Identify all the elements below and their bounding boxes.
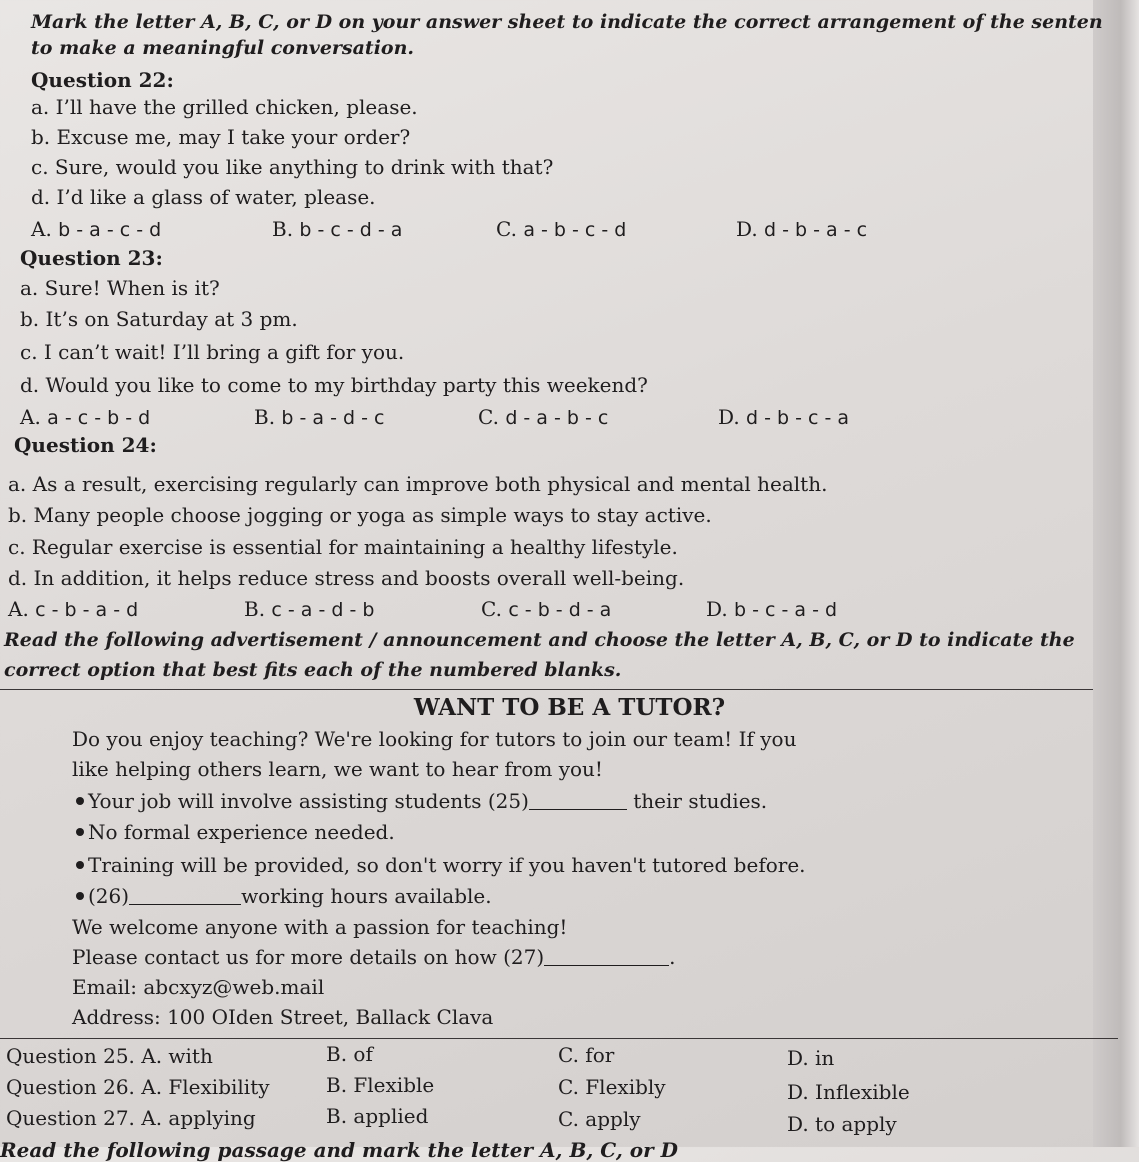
contact-text-post: .	[669, 945, 676, 969]
bullet-text: No formal experience needed.	[88, 820, 395, 844]
q22-option-b[interactable]	[272, 217, 402, 242]
instruction-line-2: to make a meaningful conversation.	[31, 37, 415, 59]
q27-option-d[interactable]: D. to apply	[787, 1112, 897, 1136]
q25-label-option-a[interactable]: Question 25. A. with	[6, 1044, 213, 1068]
option-sequence: b - c - d - a	[299, 219, 403, 241]
q26-option-c[interactable]: C. Flexibly	[558, 1075, 666, 1099]
option-letter: C.	[478, 405, 499, 429]
q23-sentence-c: c. I can’t wait! I’ll bring a gift for you.	[20, 340, 405, 364]
q24-sentence-a: a. As a result, exercising regularly can improve both physical and mental health.	[8, 472, 828, 496]
q23-sentence-d: d. Would you like to come to my birthday party this weekend?	[20, 373, 648, 397]
q22-option-c[interactable]	[496, 217, 626, 242]
blank-26[interactable]	[129, 886, 241, 905]
q27-option-c[interactable]: C. apply	[558, 1107, 641, 1131]
bullet-icon	[76, 892, 84, 900]
cut-off-instruction	[0, 1136, 1093, 1162]
option-sequence: a - b - c - d	[523, 219, 627, 241]
option-sequence: d - b - a - c	[764, 219, 868, 241]
q23-option-d[interactable]	[718, 405, 849, 430]
q27-label-option-a[interactable]: Question 27. A. applying	[6, 1106, 256, 1130]
option-letter: A.	[31, 217, 52, 241]
option-letter: A.	[8, 597, 29, 621]
q23-sentence-b: b. It’s on Saturday at 3 pm.	[20, 307, 298, 331]
q23-option-a[interactable]	[20, 405, 150, 430]
bullet-text-pre: (26)	[88, 884, 130, 908]
bullet-icon	[76, 797, 84, 805]
option-sequence: b - a - c - d	[58, 219, 162, 241]
ad-intro-line-1: Do you enjoy teaching? We're looking for tutors to join our team! If you	[72, 727, 797, 751]
ad-contact	[72, 945, 675, 969]
ad-bottom-rule	[0, 1038, 1118, 1039]
ad-intro-line-2: like helping others learn, we want to hear from you!	[72, 757, 603, 781]
q24-option-d[interactable]	[706, 597, 837, 622]
ad-bullet-25	[76, 789, 767, 813]
option-sequence: c - a - d - b	[271, 599, 375, 621]
ad-address: Address: 100 OIden Street, Ballack Clava	[72, 1005, 494, 1029]
ad-bullet-26	[76, 884, 492, 908]
option-letter: D.	[736, 217, 758, 241]
bullet-text-pre: Your job will involve assisting students (25)	[88, 789, 529, 813]
instruction-2-line-2: correct option that best fits each of the numbered blanks.	[4, 659, 622, 681]
q22-sentence-d: d. I’d like a glass of water, please.	[31, 185, 376, 209]
option-letter: B.	[272, 217, 294, 241]
q22-sentence-b: b. Excuse me, may I take your order?	[31, 125, 411, 149]
q24-sentence-c: c. Regular exercise is essential for maintaining a healthy lifestyle.	[8, 535, 678, 559]
option-sequence: b - c - a - d	[734, 599, 838, 621]
option-sequence: d - a - b - c	[505, 407, 609, 429]
ad-welcome: We welcome anyone with a passion for teaching!	[72, 915, 568, 939]
q22-sentence-a: a. I’ll have the grilled chicken, please.	[31, 95, 418, 119]
option-sequence: c - b - a - d	[35, 599, 139, 621]
option-sequence: d - b - c - a	[746, 407, 850, 429]
q26-option-d[interactable]: D. Inflexible	[787, 1080, 910, 1104]
q25-option-c[interactable]: C. for	[558, 1043, 615, 1067]
ad-bullet-experience	[76, 820, 395, 844]
option-sequence: a - c - b - d	[47, 407, 151, 429]
bullet-text-post: their studies.	[626, 789, 768, 813]
q22-option-d[interactable]	[736, 217, 867, 242]
option-letter: D.	[706, 597, 728, 621]
option-letter: C.	[481, 597, 502, 621]
q27-option-b[interactable]: B. applied	[326, 1104, 429, 1128]
option-letter: D.	[718, 405, 740, 429]
q23-sentence-a: a. Sure! When is it?	[20, 276, 220, 300]
bullet-icon	[76, 861, 84, 869]
q22-sentence-c: c. Sure, would you like anything to drink with that?	[31, 155, 554, 179]
bullet-icon	[76, 828, 84, 836]
q26-label-option-a[interactable]: Question 26. A. Flexibility	[6, 1075, 270, 1099]
option-letter: C.	[496, 217, 517, 241]
q24-option-b[interactable]	[244, 597, 374, 622]
q23-option-c[interactable]	[478, 405, 608, 430]
question-24-heading: Question 24:	[14, 433, 157, 457]
option-sequence: b - a - d - c	[281, 407, 385, 429]
cut-off-text: Read the following passage and mark the letter A, B, C, or D	[0, 1138, 678, 1162]
q24-sentence-b: b. Many people choose jogging or yoga as simple ways to stay active.	[8, 503, 712, 527]
page-edge	[1093, 0, 1139, 1147]
q24-option-a[interactable]	[8, 597, 138, 622]
ad-top-rule	[0, 689, 1093, 690]
q22-option-a[interactable]	[31, 217, 161, 242]
blank-25[interactable]	[529, 791, 627, 810]
option-letter: B.	[244, 597, 266, 621]
q24-sentence-d: d. In addition, it helps reduce stress and boosts overall well-being.	[8, 566, 685, 590]
q23-option-b[interactable]	[254, 405, 384, 430]
option-letter: B.	[254, 405, 276, 429]
ad-title: WANT TO BE A TUTOR?	[413, 694, 726, 721]
q25-option-d[interactable]: D. in	[787, 1046, 835, 1070]
q26-option-b[interactable]: B. Flexible	[326, 1073, 435, 1097]
q24-option-c[interactable]	[481, 597, 611, 622]
bullet-text-post: working hours available.	[241, 884, 492, 908]
instruction-2-line-1: Read the following advertisement / announcement and choose the letter A, B, C, or D to indicate the	[4, 629, 1075, 651]
ad-email: Email: abcxyz@web.mail	[72, 975, 325, 999]
option-sequence: c - b - d - a	[508, 599, 612, 621]
question-22-heading: Question 22:	[31, 68, 174, 92]
blank-27[interactable]	[544, 947, 669, 966]
q25-option-b[interactable]: B. of	[326, 1042, 373, 1066]
question-23-heading: Question 23:	[20, 246, 163, 270]
contact-text-pre: Please contact us for more details on how (27)	[72, 945, 545, 969]
instruction-line-1: Mark the letter A, B, C, or D on your answer sheet to indicate the correct arrangement of the senten	[31, 11, 1103, 33]
ad-bullet-training	[76, 853, 806, 877]
bullet-text: Training will be provided, so don't worry if you haven't tutored before.	[88, 853, 806, 877]
option-letter: A.	[20, 405, 41, 429]
